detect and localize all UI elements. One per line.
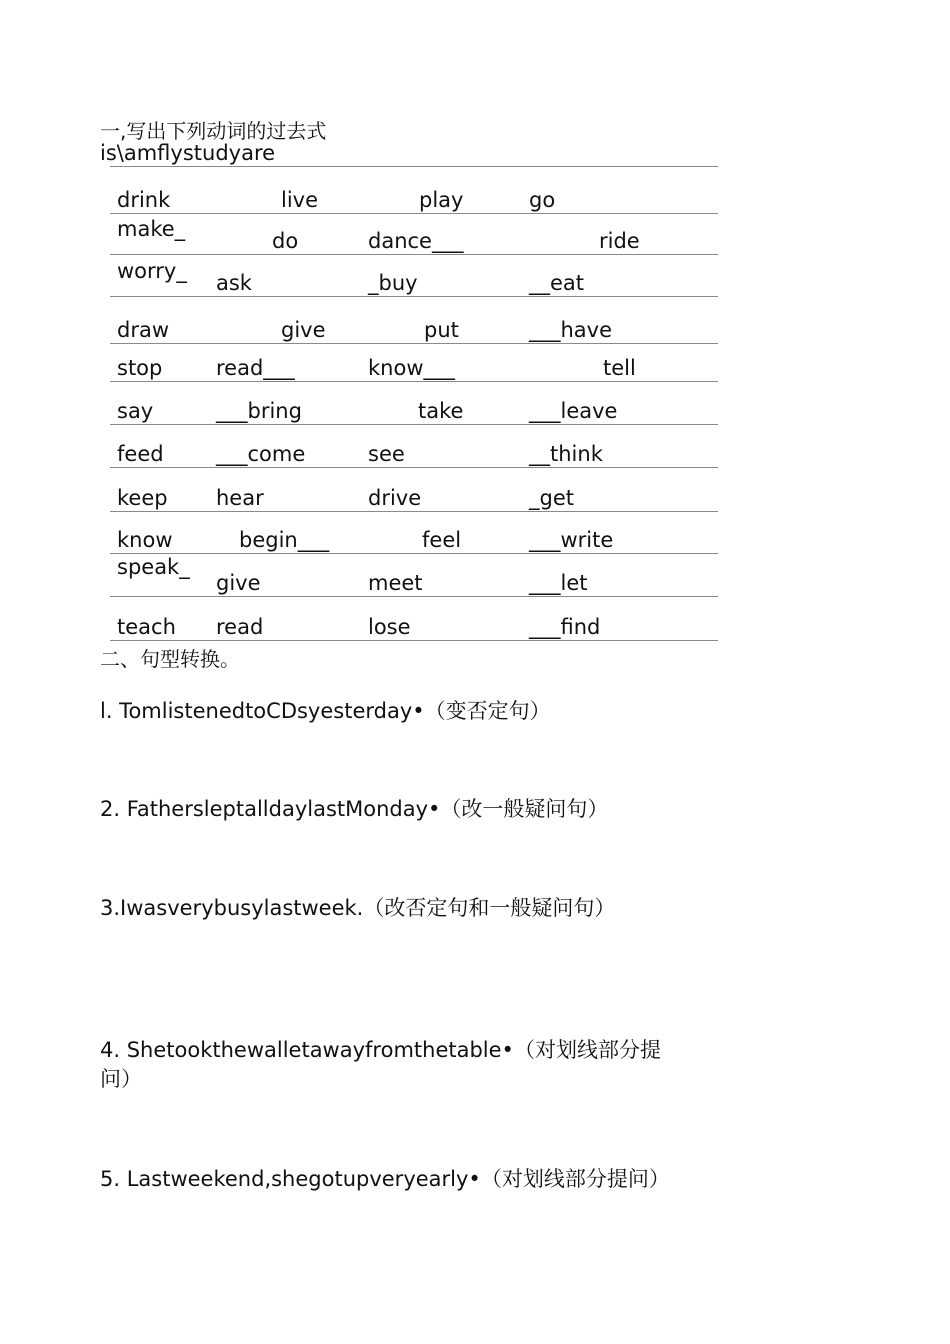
verb-cell: ask xyxy=(216,271,252,295)
verb-cell: live xyxy=(281,188,319,212)
verb-cell: ___come xyxy=(216,442,306,466)
verb-cell: dance___ xyxy=(368,229,464,253)
verb-cell: ___find xyxy=(529,615,601,639)
table-rule xyxy=(110,213,718,214)
verb-cell: keep xyxy=(117,486,168,510)
verb-cell: know___ xyxy=(368,356,455,380)
verb-cell: drive xyxy=(368,486,422,510)
verb-cell: play xyxy=(419,188,464,212)
verb-cell: __eat xyxy=(529,271,585,295)
verb-cell: put xyxy=(424,318,459,342)
section-2-title: 二、句型转换。 xyxy=(100,647,240,671)
question-4: 4. Shetookthewalletawayfromthetable•（对划线部分提 问） xyxy=(100,1038,661,1091)
table-rule xyxy=(110,296,718,297)
verb-cell: ___bring xyxy=(216,399,302,423)
table-rule xyxy=(110,381,718,382)
verb-cell: take xyxy=(418,399,464,423)
table-rule xyxy=(110,424,718,425)
verb-cell: give xyxy=(281,318,326,342)
verb-cell: ___write xyxy=(529,528,614,552)
verb-cell: worry_ xyxy=(117,259,187,283)
verb-cell: do xyxy=(272,229,299,253)
question-3: 3.Iwasverybusylastweek.（改否定句和一般疑问句） xyxy=(100,896,616,920)
verb-cell: ___let xyxy=(529,571,588,595)
question-1: l. TomlistenedtoCDsyesterday•（变否定句） xyxy=(100,699,551,723)
table-rule xyxy=(110,467,718,468)
verb-cell: ___leave xyxy=(529,399,618,423)
table-rule xyxy=(110,511,718,512)
verb-cell: read___ xyxy=(216,356,295,380)
verb-cell: _get xyxy=(529,486,574,510)
verb-cell: see xyxy=(368,442,405,466)
table-rule xyxy=(110,166,718,167)
verb-cell: go xyxy=(529,188,556,212)
section-1-subtitle: is\amflystudyare xyxy=(100,141,276,165)
table-rule xyxy=(110,640,718,641)
verb-cell: speak_ xyxy=(117,555,190,579)
verb-cell: know xyxy=(117,528,173,552)
verb-cell: drink xyxy=(117,188,171,212)
table-rule xyxy=(110,254,718,255)
verb-cell: teach xyxy=(117,615,176,639)
verb-cell: __think xyxy=(529,442,603,466)
verb-cell: give xyxy=(216,571,261,595)
table-rule xyxy=(110,343,718,344)
verb-cell: feel xyxy=(422,528,462,552)
question-2: 2. FathersleptalldaylastMonday•（改一般疑问句） xyxy=(100,797,609,821)
verb-cell: _buy xyxy=(368,271,418,295)
verb-cell: draw xyxy=(117,318,170,342)
verb-cell: read xyxy=(216,615,264,639)
verb-cell: meet xyxy=(368,571,423,595)
verb-cell: ___have xyxy=(529,318,613,342)
verb-cell: say xyxy=(117,399,154,423)
verb-cell: hear xyxy=(216,486,264,510)
verb-cell: ride xyxy=(599,229,640,253)
verb-cell: make_ xyxy=(117,217,186,241)
table-rule xyxy=(110,553,718,554)
section-1-title: 一,写出下列动词的过去式 xyxy=(100,119,327,143)
verb-cell: tell xyxy=(603,356,636,380)
verb-cell: stop xyxy=(117,356,163,380)
table-rule xyxy=(110,596,718,597)
verb-cell: feed xyxy=(117,442,164,466)
verb-cell: begin___ xyxy=(239,528,330,552)
verb-cell: lose xyxy=(368,615,411,639)
question-5: 5. Lastweekend,shegotupveryearly•（对划线部分提问） xyxy=(100,1167,670,1191)
